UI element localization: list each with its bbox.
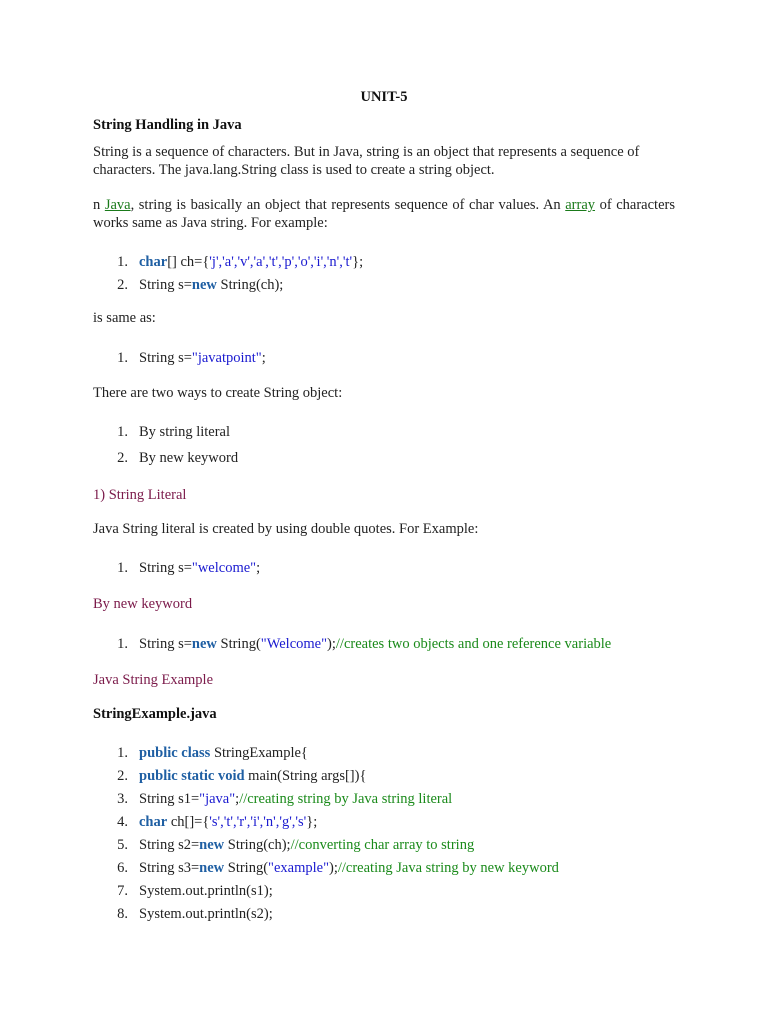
- code-text: System.out.println(s2);: [139, 906, 273, 922]
- unit-title: UNIT-5: [360, 89, 408, 105]
- code-keyword: public static void: [139, 768, 245, 784]
- code-line: [139, 766, 366, 786]
- list-item: [93, 422, 693, 442]
- code-text: );: [327, 636, 336, 652]
- code-string: 'j','a','v','a','t','p','o','i','n','t': [209, 254, 353, 270]
- code-text: };: [306, 814, 318, 830]
- code-row: [93, 812, 693, 832]
- code-text: String(: [224, 860, 269, 876]
- para-suffix: of characters works same as Java string. For example:: [93, 197, 675, 231]
- code-text: String s=: [139, 636, 192, 652]
- para-middle: , string is basically an object that represents sequence of char values. An: [130, 197, 566, 213]
- line-number: 1.: [117, 745, 128, 761]
- code-keyword: char: [139, 254, 168, 270]
- line-number: 3.: [117, 791, 128, 807]
- code-text: String s=: [139, 277, 192, 293]
- heading-java-string-example: Java String Example: [93, 672, 214, 688]
- code-line: [139, 812, 317, 832]
- code-text: ;: [256, 560, 261, 576]
- is-same-as-text: is same as:: [93, 310, 156, 326]
- code-text: ch[]={: [167, 814, 210, 830]
- code-keyword: new: [199, 837, 225, 853]
- line-number: 5.: [117, 837, 128, 853]
- code-line: [139, 634, 611, 654]
- code-line: [139, 789, 452, 809]
- line-number: 2.: [117, 768, 128, 784]
- heading-string-literal: 1) String Literal: [93, 487, 187, 503]
- code-row: [93, 904, 693, 924]
- code-keyword: public class: [139, 745, 211, 761]
- code-string: "welcome": [191, 560, 257, 576]
- code-string: "example": [268, 860, 329, 876]
- line-number: 7.: [117, 883, 128, 899]
- code-line: [139, 743, 308, 763]
- code-text: );: [329, 860, 338, 876]
- list-number: 2.: [117, 450, 128, 466]
- code-comment: //creating Java string by new keyword: [337, 860, 559, 876]
- code-line: [139, 835, 474, 855]
- code-text: String s3=: [139, 860, 200, 876]
- code-string: "javatpoint": [191, 350, 262, 366]
- list-item: [93, 275, 693, 295]
- code-row: [93, 766, 693, 786]
- code-text: String(: [216, 636, 261, 652]
- code-keyword: new: [199, 860, 225, 876]
- code-comment: //converting char array to string: [290, 837, 475, 853]
- list-number: 2.: [117, 277, 128, 293]
- code-text: String s=: [139, 350, 192, 366]
- code-line: [139, 858, 559, 878]
- section-title: String Handling in Java: [93, 117, 242, 133]
- code-text: ;: [235, 791, 240, 807]
- code-row: [93, 743, 693, 763]
- code-text: System.out.println(s1);: [139, 883, 273, 899]
- heading-new-keyword: By new keyword: [93, 596, 193, 612]
- code-keyword: new: [191, 277, 217, 293]
- code-text: String(ch);: [216, 277, 284, 293]
- code-keyword: char: [139, 814, 168, 830]
- list-item-text: By new keyword: [139, 450, 239, 466]
- file-name: StringExample.java: [93, 706, 217, 722]
- code-text: String(ch);: [224, 837, 291, 853]
- code-line: [139, 275, 283, 295]
- code-row: [93, 881, 693, 901]
- list-item-text: By string literal: [139, 424, 231, 440]
- code-row: [93, 789, 693, 809]
- code-line: [139, 904, 273, 924]
- para-prefix: n: [93, 197, 105, 213]
- code-keyword: new: [191, 636, 217, 652]
- list-item: [93, 558, 693, 578]
- intro-paragraph: String is a sequence of characters. But in Java, string is an object that represents a sequence of characters. The java.lang.String class is used to create a string object.: [93, 144, 640, 178]
- list-number: 1.: [117, 424, 128, 440]
- code-text: StringExample{: [210, 745, 308, 761]
- list-item: [93, 252, 693, 272]
- list-item: [93, 348, 693, 368]
- code-text: String s=: [139, 560, 192, 576]
- line-number: 4.: [117, 814, 128, 830]
- line-number: 8.: [117, 906, 128, 922]
- list-number: 1.: [117, 254, 128, 270]
- code-comment: //creating string by Java string literal: [239, 791, 453, 807]
- code-text: String s1=: [139, 791, 200, 807]
- code-line: [139, 348, 266, 368]
- code-string: "java": [199, 791, 236, 807]
- code-line: [139, 558, 260, 578]
- code-line: [139, 881, 273, 901]
- java-string-paragraph: [93, 196, 675, 232]
- two-ways-text: There are two ways to create String object:: [93, 385, 343, 401]
- code-row: [93, 858, 693, 878]
- list-item: [93, 448, 693, 468]
- code-text: [] ch={: [167, 254, 210, 270]
- array-link[interactable]: array: [565, 197, 596, 213]
- code-string: 's','t','r','i','n','g','s': [209, 814, 307, 830]
- list-item: [93, 634, 693, 654]
- code-row: [93, 835, 693, 855]
- code-text: main(String args[]){: [244, 768, 367, 784]
- list-number: 1.: [117, 636, 128, 652]
- code-text: };: [352, 254, 364, 270]
- list-number: 1.: [117, 560, 128, 576]
- code-text: ;: [261, 350, 266, 366]
- line-number: 6.: [117, 860, 128, 876]
- java-link[interactable]: Java: [104, 197, 131, 213]
- code-comment: //creates two objects and one reference variable: [335, 636, 612, 652]
- list-number: 1.: [117, 350, 128, 366]
- code-line: [139, 252, 363, 272]
- code-string: "Welcome": [260, 636, 328, 652]
- literal-description: Java String literal is created by using double quotes. For Example:: [93, 521, 479, 537]
- code-text: String s2=: [139, 837, 200, 853]
